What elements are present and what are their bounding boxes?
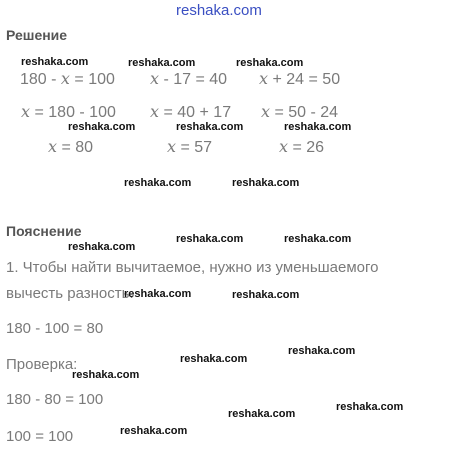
- check-line-2: 100 = 100: [6, 428, 74, 445]
- equation-1-col-1: 180 - x = 100: [20, 69, 115, 88]
- solution-heading: Решение: [6, 27, 68, 43]
- watermark: reshaka.com: [176, 121, 244, 133]
- watermark: reshaka.com: [236, 57, 304, 69]
- watermark: reshaka.com: [124, 288, 192, 300]
- watermark: reshaka.com: [120, 425, 188, 437]
- answer-col-3: x = 26: [279, 137, 325, 156]
- equation-1-col-2: x - 17 = 40: [150, 69, 228, 88]
- watermark: reshaka.com: [232, 177, 300, 189]
- equation-2-col-3: x = 50 - 24: [261, 102, 339, 121]
- explanation-heading: Пояснение: [6, 223, 82, 239]
- equation-1-col-3: x + 24 = 50: [259, 69, 341, 88]
- watermark: reshaka.com: [68, 121, 136, 133]
- watermark: reshaka.com: [21, 56, 89, 68]
- watermark: reshaka.com: [336, 401, 404, 413]
- explanation-calc: 180 - 100 = 80: [6, 320, 104, 337]
- site-title[interactable]: reshaka.com: [176, 2, 262, 19]
- watermark: reshaka.com: [176, 233, 244, 245]
- check-label: Проверка:: [6, 356, 78, 373]
- watermark: reshaka.com: [124, 177, 192, 189]
- watermark: reshaka.com: [232, 289, 300, 301]
- watermark: reshaka.com: [288, 345, 356, 357]
- watermark: reshaka.com: [284, 233, 352, 245]
- equation-2-col-1: x = 180 - 100: [21, 102, 116, 121]
- explanation-line-1: 1. Чтобы найти вычитаемое, нужно из уменьшаемого: [6, 259, 379, 276]
- watermark: reshaka.com: [180, 353, 248, 365]
- watermark: reshaka.com: [228, 408, 296, 420]
- watermark: reshaka.com: [72, 369, 140, 381]
- watermark: reshaka.com: [68, 241, 136, 253]
- watermark: reshaka.com: [128, 57, 196, 69]
- answer-col-1: x = 80: [48, 137, 94, 156]
- answer-col-2: x = 57: [167, 137, 213, 156]
- explanation-line-2: вычесть разность.: [6, 285, 134, 302]
- watermark: reshaka.com: [284, 121, 352, 133]
- check-line-1: 180 - 80 = 100: [6, 391, 104, 408]
- equation-2-col-2: x = 40 + 17: [150, 102, 232, 121]
